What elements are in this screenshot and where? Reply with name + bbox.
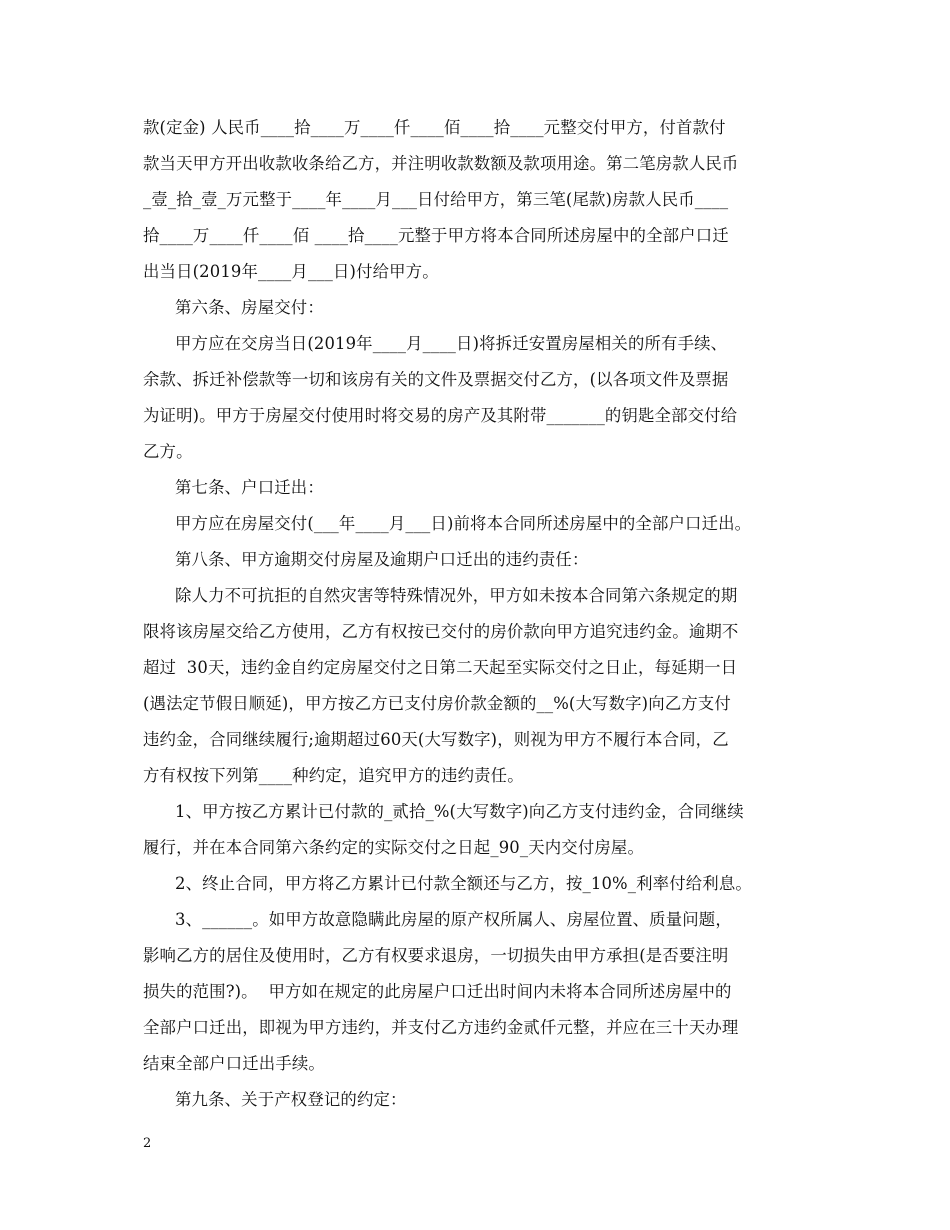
text-line: 第七条、户口迁出： [175,478,324,497]
text-line: 影响乙方的居住及使用时，乙方有权要求退房，一切损失由甲方承担(是否要注明 [143,946,729,965]
text-line: 拾____万____仟____佰 ____拾____元整于甲方将本合同所述房屋中的全部户口迁 [143,226,729,245]
text-line: 为证明)。甲方于房屋交付使用时将交易的房产及其附带_______的钥匙全部交付给 [143,406,738,425]
text-line: 损失的范围?)。 甲方如在规定的此房屋户口迁出时间内未将本合同所述房屋中的 [143,982,732,1001]
text-line: _壹_拾_壹_万元整于____年____月___日付给甲方，第三笔(尾款)房款人民币____ [143,190,729,209]
text-line: 超过 30天，违约金自约定房屋交付之日第二天起至实际交付之日止，每延期一日 [143,658,738,677]
text-line: 全部户口迁出，即视为甲方违约，并支付乙方违约金贰仟元整，并应在三十天办理 [143,1018,739,1037]
text-line: 3、______。如甲方故意隐瞒此房屋的原产权所属人、房屋位置、质量问题， [175,910,732,929]
text-line: 除人力不可抗拒的自然灾害等特殊情况外，甲方如未按本合同第六条规定的期 [175,586,738,605]
text-line: 出当日(2019年____月___日)付给甲方。 [143,262,439,281]
text-line: 甲方应在房屋交付(___年____月___日)前将本合同所述房屋中的全部户口迁出。 [175,514,752,533]
text-line: 方有权按下列第____种约定，追究甲方的违约责任。 [143,766,524,785]
page-number: 2 [143,1136,152,1151]
text-line: 2、终止合同，甲方将乙方累计已付款全额还与乙方，按_10%_利率付给利息。 [175,874,752,893]
text-line: 乙方。 [143,442,193,461]
text-line: 甲方应在交房当日(2019年____月____日)将拆迁安置房屋相关的所有手续、 [175,334,728,353]
text-line: 限将该房屋交给乙方使用，乙方有权按已交付的房价款向甲方追究违约金。逾期不 [143,622,739,641]
text-line: 第六条、房屋交付： [175,298,324,317]
text-line: 第九条、关于产权登记的约定： [175,1090,407,1109]
text-line: 违约金，合同继续履行;逾期超过60天(大写数字)，则视为甲方不履行本合同，乙 [143,730,729,749]
text-line: 余款、拆迁补偿款等一切和该房有关的文件及票据交付乙方，(以各项文件及票据 [143,370,729,389]
text-line: 结束全部户口迁出手续。 [143,1054,325,1073]
text-line: (遇法定节假日顺延)，甲方按乙方已支付房价款金额的__%(大写数字)向乙方支付 [143,694,731,713]
text-line: 履行，并在本合同第六条约定的实际交付之日起_90_天内交付房屋。 [143,838,644,857]
text-line: 1、甲方按乙方累计已付款的_贰拾_%(大写数字)向乙方支付违约金，合同继续 [175,802,744,821]
text-line: 款当天甲方开出收款收条给乙方，并注明收款数额及款项用途。第二笔房款人民币 [143,154,739,173]
text-line: 第八条、甲方逾期交付房屋及逾期户口迁出的违约责任： [175,550,589,569]
text-line: 款(定金) 人民币____拾____万____仟____佰____拾____元整交付甲方，付首款付 [143,118,726,137]
contract-body-text [143,110,811,1118]
